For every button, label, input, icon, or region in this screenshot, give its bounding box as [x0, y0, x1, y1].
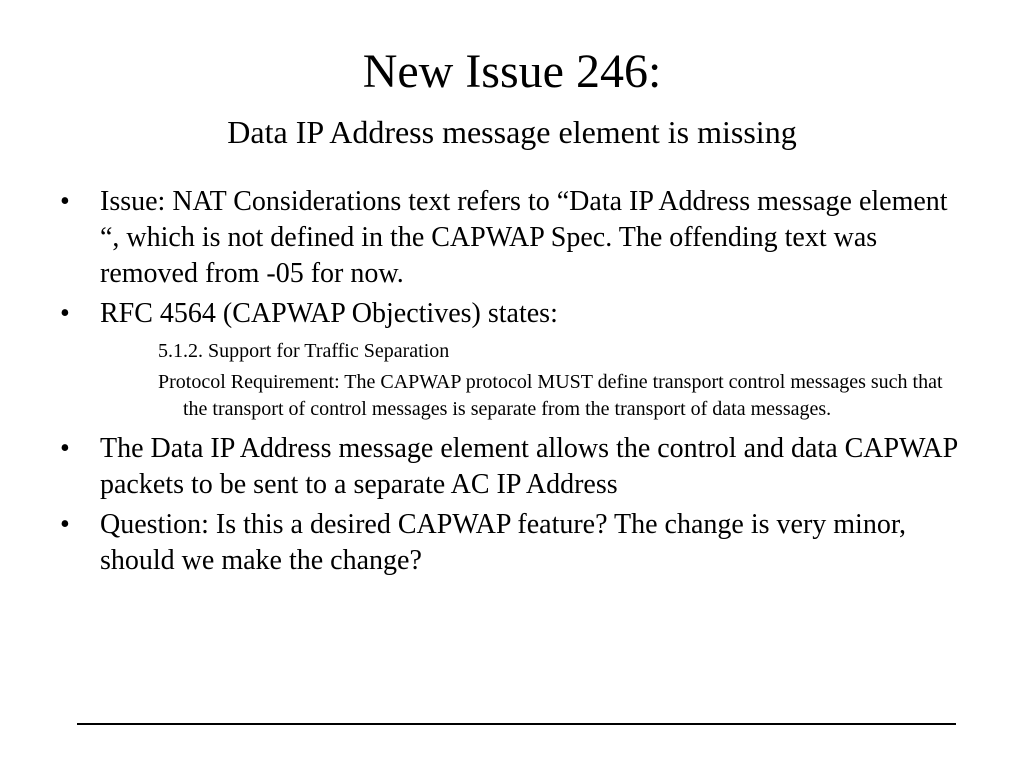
- bullet-text: Issue: NAT Considerations text refers to “Data IP Address message element “, which is not defined in the CAPWAP Spec. The offending text was removed from -05 for now.: [100, 186, 948, 289]
- bullet-list: [60, 184, 960, 583]
- bullet-item-question: [60, 507, 960, 579]
- slide-subtitle: Data IP Address message element is missing: [227, 114, 797, 150]
- bullet-dot-icon: •: [60, 509, 70, 540]
- bullet-item-rfc: [60, 296, 960, 332]
- bullet-text: The Data IP Address message element allows the control and data CAPWAP packets to be sent to a separate AC IP Address: [100, 433, 958, 500]
- bullet-dot-icon: •: [60, 433, 70, 464]
- bullet-text: RFC 4564 (CAPWAP Objectives) states:: [100, 298, 558, 329]
- rfc-quote: [60, 338, 960, 423]
- footer-divider: [77, 723, 956, 725]
- bullet-dot-icon: •: [60, 186, 70, 217]
- bullet-dot-icon: •: [60, 298, 70, 329]
- rfc-section-heading: 5.1.2. Support for Traffic Separation: [158, 340, 450, 362]
- bullet-item-issue: [60, 184, 960, 292]
- bullet-item-data-ip: [60, 431, 960, 503]
- slide-title: New Issue 246:: [362, 45, 662, 98]
- rfc-requirement-text: Protocol Requirement: The CAPWAP protocol MUST define transport control messages such that the transport of control messages is separate from the transport of data messages.: [158, 371, 943, 420]
- bullet-text: Question: Is this a desired CAPWAP feature? The change is very minor, should we make the change?: [100, 509, 907, 576]
